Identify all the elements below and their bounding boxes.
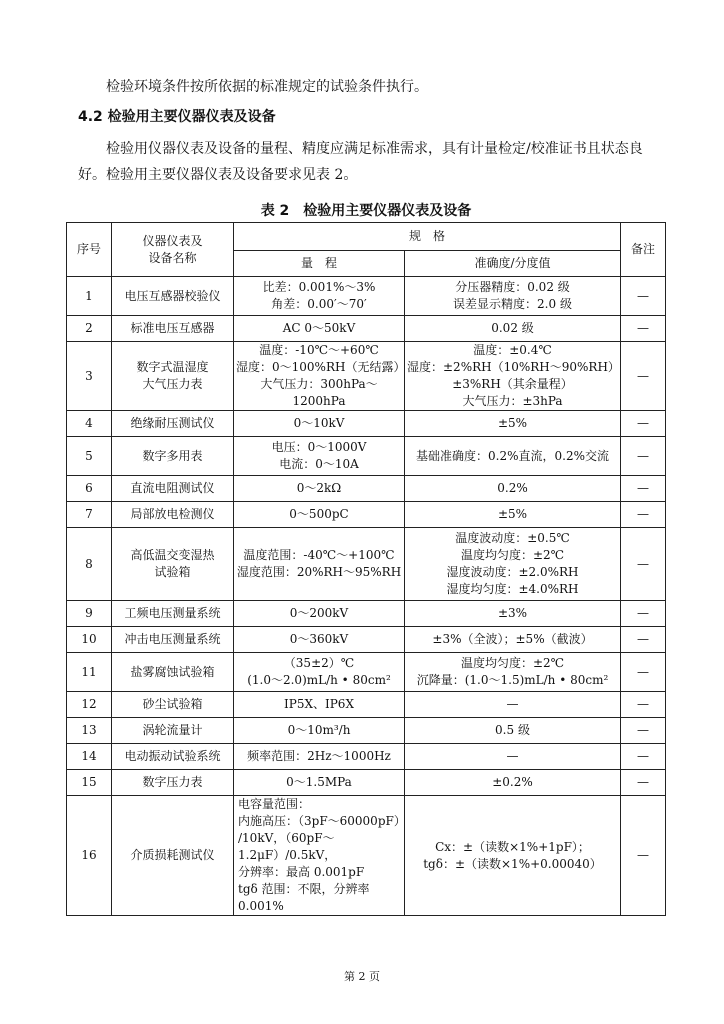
cell-line: 7 [85, 507, 93, 521]
cell-name [112, 342, 234, 411]
cell-accuracy [405, 502, 621, 528]
cell-line: 9 [85, 606, 93, 620]
cell-line: 0.5 级 [495, 723, 530, 737]
cell-line: 0.02 级 [491, 321, 534, 335]
table-row [67, 502, 666, 528]
cell-range [234, 342, 405, 411]
cell-name [112, 770, 234, 796]
cell-range [234, 277, 405, 316]
cell-remark [621, 411, 666, 437]
cell-line: 频率范围：2Hz～1000Hz [247, 749, 391, 763]
table-row [67, 277, 666, 316]
cell-accuracy [405, 770, 621, 796]
cell-line: 湿度波动度：±2.0%RH [446, 565, 579, 579]
cell-line: 冲击电压测量系统 [124, 632, 221, 646]
cell-remark [621, 627, 666, 653]
cell-remark [621, 653, 666, 692]
cell-line: ±3%RH（其余量程） [452, 377, 573, 391]
cell-line: 局部放电检测仪 [130, 507, 215, 521]
cell-accuracy [405, 744, 621, 770]
cell-line: ±5% [497, 416, 528, 430]
table-row [67, 744, 666, 770]
cell-no [67, 342, 112, 411]
cell-line: AC 0～50kV [282, 321, 356, 335]
cell-line: — [637, 664, 650, 679]
cell-no [67, 316, 112, 342]
cell-no [67, 744, 112, 770]
cell-line: 数字多用表 [142, 448, 203, 463]
cell-line: — [637, 416, 650, 430]
cell-accuracy [405, 342, 621, 411]
cell-no [67, 601, 112, 627]
cell-range [234, 316, 405, 342]
cell-line: — [637, 848, 650, 862]
cell-name [112, 411, 234, 437]
table-row [67, 627, 666, 653]
table-row [67, 796, 666, 916]
cell-line: IP5X、IP6X [284, 697, 354, 711]
cell-line: 大气压力表 [142, 377, 203, 391]
cell-line: 湿度：±2%RH（10%RH～90%RH） [407, 360, 620, 374]
table-caption: 表 2 检验用主要仪器仪表及设备 [260, 203, 472, 219]
cell-line: — [637, 368, 650, 383]
cell-line: 标准电压互感器 [130, 321, 215, 335]
cell-remark [621, 718, 666, 744]
cell-line: 直流电阻测试仪 [130, 481, 215, 495]
cell-line: — [637, 481, 650, 495]
cell-line: — [637, 321, 650, 335]
cell-no [67, 692, 112, 718]
section-paragraph: 检验用仪器仪表及设备的量程、精度应满足标准需求，具有计量检定/校准证书且状态良好。检验用主要仪器仪表及设备要求见表 2。 [78, 141, 643, 183]
cell-name [112, 601, 234, 627]
cell-line: 数字压力表 [142, 775, 203, 789]
cell-line: 温度：-10℃～+60℃ [259, 343, 379, 357]
table-row [67, 718, 666, 744]
header-name-line1: 仪器仪表及 [142, 233, 203, 248]
cell-line: 湿度范围：20%RH～95%RH [236, 565, 402, 579]
header-no: 序号 [67, 223, 112, 277]
cell-no [67, 277, 112, 316]
cell-line: 12 [81, 697, 97, 711]
cell-range [234, 744, 405, 770]
cell-line: 4 [85, 416, 93, 430]
cell-range [234, 718, 405, 744]
cell-line: 误差显示精度：2.0 级 [453, 297, 572, 311]
cell-name [112, 437, 234, 476]
cell-line: 电压：0～1000V [271, 440, 367, 454]
cell-name [112, 653, 234, 692]
cell-line: 高低温交变湿热 [130, 548, 215, 562]
table-row [67, 528, 666, 601]
intro-paragraph: 检验环境条件按所依据的标准规定的试验条件执行。 [106, 79, 428, 95]
cell-no [67, 411, 112, 437]
cell-line: — [637, 507, 650, 521]
cell-line: — [637, 288, 650, 303]
cell-range [234, 796, 405, 916]
cell-line: 3 [85, 368, 93, 383]
cell-line: 1 [85, 288, 93, 303]
cell-accuracy [405, 277, 621, 316]
cell-line: 0.2% [497, 481, 528, 495]
cell-line: 0～1.5MPa [286, 775, 352, 789]
cell-line: 14 [81, 749, 97, 763]
cell-line: 大气压力：±3hPa [462, 394, 563, 408]
cell-accuracy [405, 437, 621, 476]
cell-line: ±0.2% [492, 775, 533, 789]
cell-name [112, 744, 234, 770]
cell-line: 沉降量：(1.0～1.5)mL/h • 80cm² [416, 673, 609, 687]
table-row [67, 437, 666, 476]
cell-line: 数字式温湿度 [136, 360, 209, 374]
cell-remark [621, 744, 666, 770]
cell-range [234, 502, 405, 528]
cell-accuracy [405, 601, 621, 627]
cell-line: 5 [85, 448, 93, 463]
cell-line: 15 [81, 775, 97, 789]
table-row [67, 653, 666, 692]
cell-line: 0～10m³/h [287, 723, 351, 737]
cell-line: 13 [81, 723, 97, 737]
cell-line: 温度均匀度：±2℃ [460, 548, 565, 562]
cell-line: 角差：0.00′～70′ [271, 297, 367, 311]
cell-line: 涡轮流量计 [142, 723, 203, 737]
table-row [67, 342, 666, 411]
cell-range [234, 437, 405, 476]
cell-no [67, 718, 112, 744]
cell-line: tgδ：±（读数×1%+0.00040） [423, 856, 602, 871]
cell-line: 电容量范围： [238, 797, 311, 811]
header-name [112, 223, 234, 277]
cell-line: 6 [85, 481, 93, 495]
cell-accuracy [405, 476, 621, 502]
cell-line: — [637, 697, 650, 711]
cell-accuracy [405, 653, 621, 692]
cell-line: 湿度：0～100%RH（无结露） [236, 360, 406, 374]
table-row [67, 770, 666, 796]
cell-range [234, 476, 405, 502]
cell-remark [621, 796, 666, 916]
cell-range [234, 601, 405, 627]
cell-range [234, 770, 405, 796]
cell-line: （35±2）℃ [283, 656, 355, 670]
cell-line: ±3% [497, 606, 528, 620]
cell-line: 介质损耗测试仪 [130, 848, 215, 862]
cell-line: /10kV，（60pF～1.2μF）/0.5kV， [238, 831, 337, 862]
cell-line: 0～360kV [289, 632, 349, 646]
cell-range [234, 692, 405, 718]
header-accuracy: 准确度/分度值 [405, 251, 621, 277]
cell-line: tgδ 范围：不限，分辨率 0.001% [238, 882, 370, 913]
cell-line: 电动振动试验系统 [124, 749, 221, 763]
cell-no [67, 653, 112, 692]
cell-line: 0～500pC [289, 507, 349, 521]
cell-line: 2 [85, 321, 93, 335]
cell-line: ±3%（全波）；±5%（截波） [432, 632, 593, 646]
cell-remark [621, 601, 666, 627]
cell-line: (1.0～2.0)mL/h • 80cm² [247, 673, 391, 687]
cell-remark [621, 692, 666, 718]
cell-range [234, 627, 405, 653]
cell-line: 0～2kΩ [296, 481, 342, 495]
cell-no [67, 437, 112, 476]
cell-remark [621, 316, 666, 342]
cell-name [112, 627, 234, 653]
cell-accuracy [405, 718, 621, 744]
cell-line: 试验箱 [154, 565, 191, 579]
cell-name [112, 796, 234, 916]
cell-line: — [637, 775, 650, 789]
cell-line: — [637, 749, 650, 763]
cell-remark [621, 476, 666, 502]
cell-name [112, 277, 234, 316]
cell-line: 基础准确度：0.2%直流，0.2%交流 [416, 448, 609, 463]
page-number: 第 2 页 [344, 970, 380, 983]
cell-line: 0～10kV [293, 416, 345, 430]
table-row [67, 692, 666, 718]
cell-line: — [506, 697, 519, 711]
cell-line: 砂尘试验箱 [142, 697, 203, 711]
instrument-table [66, 222, 666, 916]
cell-accuracy [405, 692, 621, 718]
cell-line: 0～200kV [289, 606, 349, 620]
cell-line: 湿度均匀度：±4.0%RH [446, 582, 579, 596]
cell-line: ±5% [497, 507, 528, 521]
cell-no [67, 502, 112, 528]
cell-line: 内施高压：（3pF～60000pF） [238, 814, 406, 828]
header-remark: 备注 [621, 223, 666, 277]
cell-line: — [637, 723, 650, 737]
table-row [67, 411, 666, 437]
cell-line: 分辨率：最高 0.001pF [238, 865, 365, 879]
cell-range [234, 653, 405, 692]
header-name-line2: 设备名称 [148, 250, 197, 265]
cell-no [67, 528, 112, 601]
cell-line: 电流：0～10A [279, 457, 359, 471]
cell-line: 电压互感器校验仪 [124, 288, 221, 303]
cell-accuracy [405, 796, 621, 916]
cell-remark [621, 502, 666, 528]
cell-line: 11 [81, 664, 97, 679]
cell-remark [621, 277, 666, 316]
cell-accuracy [405, 627, 621, 653]
table-row [67, 601, 666, 627]
cell-line: — [637, 448, 650, 463]
cell-remark [621, 528, 666, 601]
cell-no [67, 796, 112, 916]
cell-line: 大气压力：300hPa～1200hPa [260, 377, 378, 408]
cell-line: — [506, 749, 519, 763]
cell-no [67, 770, 112, 796]
header-range: 量 程 [234, 251, 405, 277]
cell-remark [621, 770, 666, 796]
cell-line: 分压器精度：0.02 级 [455, 280, 570, 294]
cell-name [112, 528, 234, 601]
cell-accuracy [405, 528, 621, 601]
cell-accuracy [405, 411, 621, 437]
cell-range [234, 411, 405, 437]
cell-line: 温度范围：-40℃～+100℃ [243, 548, 395, 562]
cell-line: — [637, 606, 650, 620]
cell-name [112, 476, 234, 502]
cell-name [112, 692, 234, 718]
table-body [67, 277, 666, 916]
table-row [67, 476, 666, 502]
cell-line: — [637, 632, 650, 646]
cell-line: 温度波动度：±0.5℃ [455, 531, 570, 545]
cell-line: 工频电压测量系统 [124, 606, 221, 620]
cell-accuracy [405, 316, 621, 342]
cell-line: 比差：0.001%～3% [262, 280, 376, 294]
cell-no [67, 476, 112, 502]
cell-name [112, 502, 234, 528]
cell-line: — [637, 556, 650, 571]
cell-line: 温度：±0.4℃ [473, 343, 552, 357]
cell-line: 盐雾腐蚀试验箱 [130, 664, 215, 679]
cell-line: Cx：±（读数×1%+1pF）； [435, 839, 590, 854]
cell-line: 8 [85, 556, 93, 571]
cell-range [234, 528, 405, 601]
cell-line: 10 [81, 632, 97, 646]
cell-name [112, 316, 234, 342]
table-row [67, 316, 666, 342]
cell-remark [621, 342, 666, 411]
cell-line: 温度均匀度：±2℃ [460, 656, 565, 670]
header-spec: 规 格 [234, 223, 621, 251]
cell-no [67, 627, 112, 653]
cell-line: 16 [81, 848, 97, 862]
cell-remark [621, 437, 666, 476]
cell-name [112, 718, 234, 744]
section-heading: 4.2 检验用主要仪器仪表及设备 [78, 109, 276, 125]
cell-line: 绝缘耐压测试仪 [130, 416, 215, 430]
